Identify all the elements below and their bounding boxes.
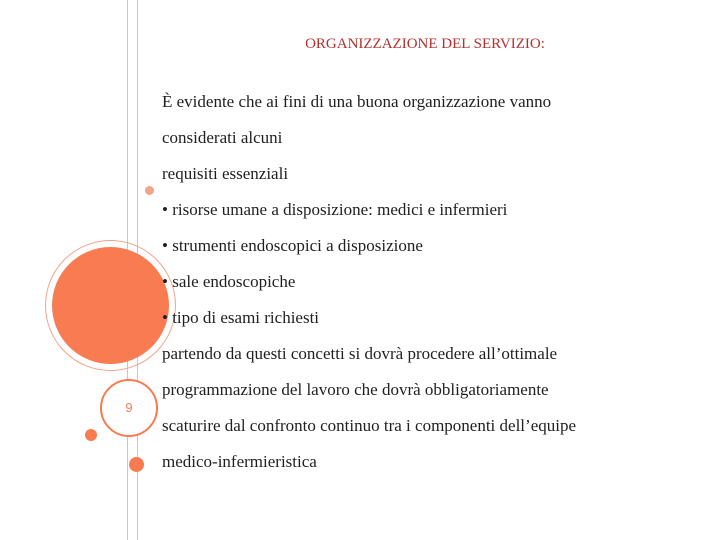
body-line: È evidente che ai fini di una buona organizzazione vanno <box>162 92 552 111</box>
bullet-item: • risorse umane a disposizione: medici e infermieri <box>162 200 508 219</box>
decorative-dot-tiny <box>145 186 154 195</box>
decorative-dot-medium <box>129 457 144 472</box>
body-line: considerati alcuni <box>162 128 283 147</box>
body-line: medico-infermieristica <box>162 452 317 471</box>
decorative-dot-small <box>85 429 97 441</box>
body-line: requisiti essenziali <box>162 164 289 183</box>
body-line: partendo da questi concetti si dovrà procedere all’ottimale <box>162 344 558 363</box>
bullet-item: • tipo di esami richiesti <box>162 308 320 327</box>
body-line: programmazione del lavoro che dovrà obbligatoriamente <box>162 380 549 399</box>
slide-number: 9 <box>125 400 133 415</box>
decorative-circle-large <box>52 247 169 364</box>
slide-body <box>162 89 707 485</box>
bullet-item: • strumenti endoscopici a disposizione <box>162 236 423 255</box>
bullet-item: • sale endoscopiche <box>162 272 296 291</box>
slide-title: ORGANIZZAZIONE DEL SERVIZIO: <box>305 36 545 52</box>
body-line: scaturire dal confronto continuo tra i componenti dell’equipe <box>162 416 577 435</box>
